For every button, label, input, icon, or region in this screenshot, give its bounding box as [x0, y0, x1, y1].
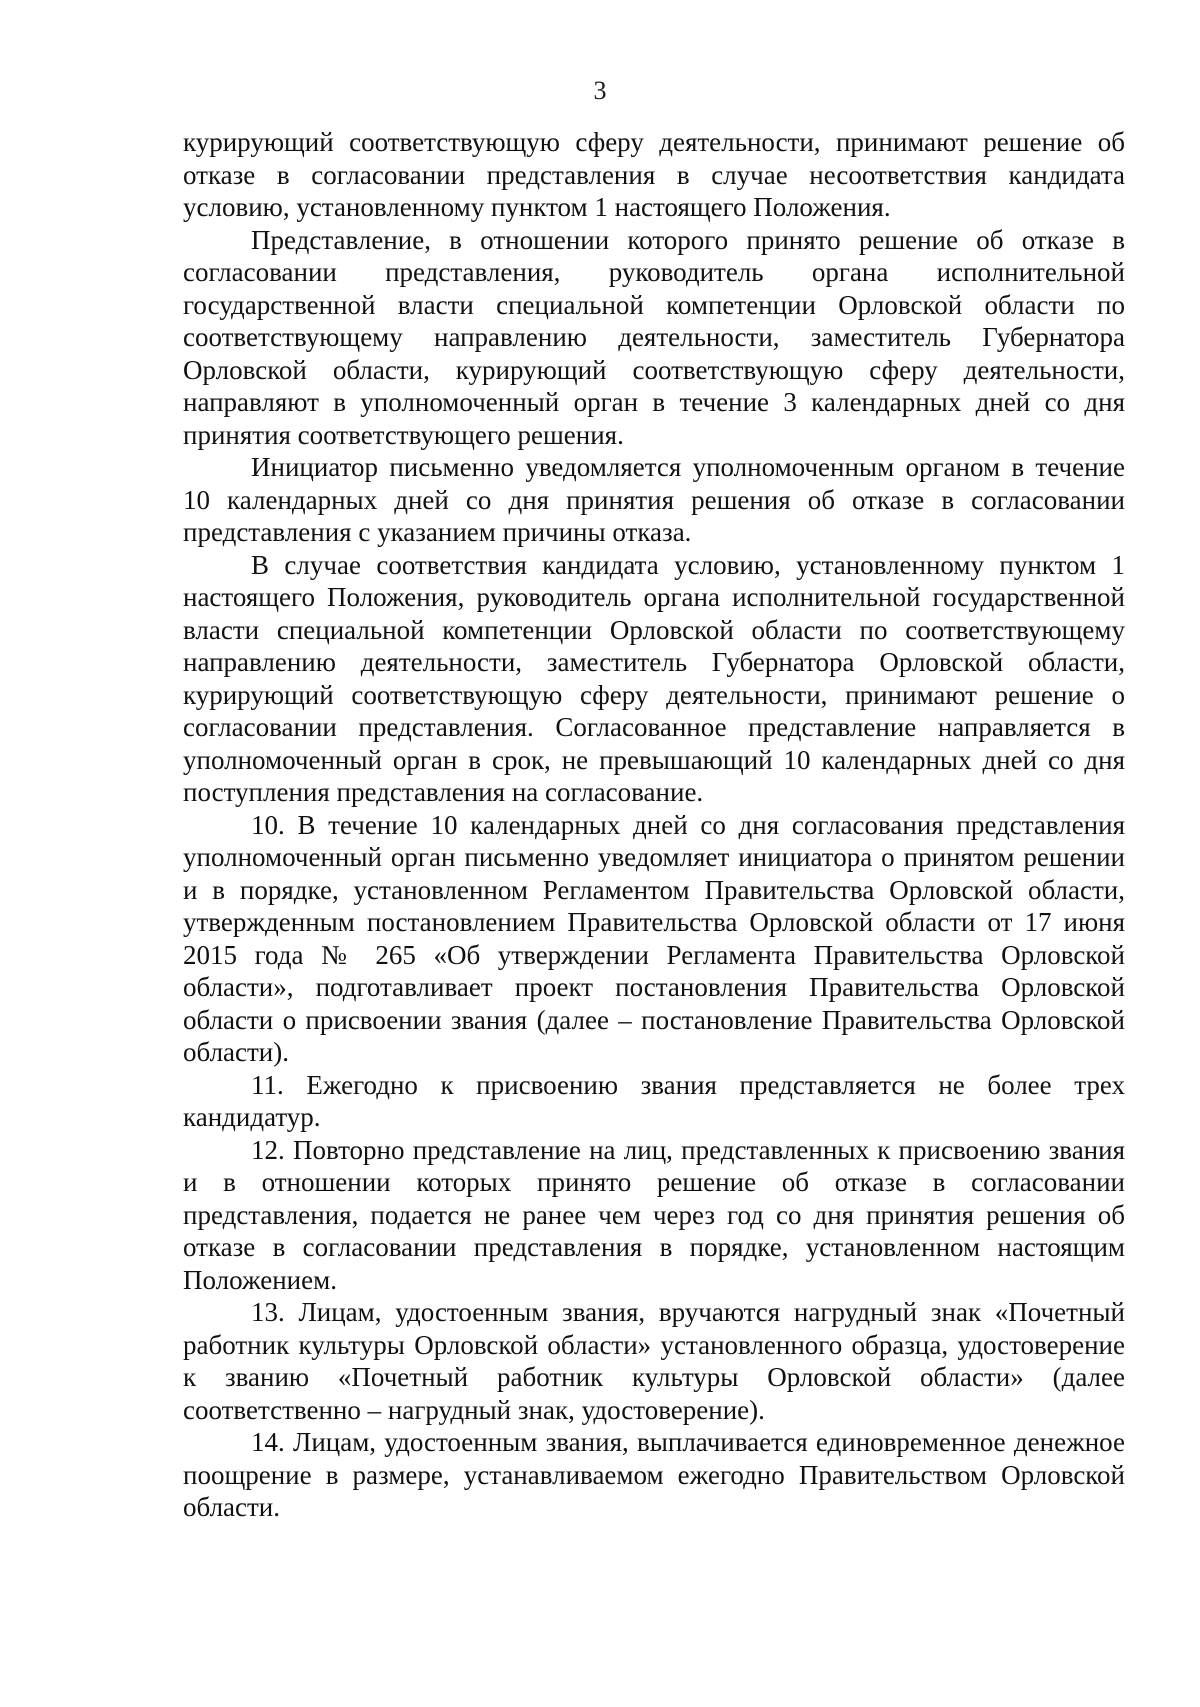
paragraph-initiator-notice: Инициатор письменно уведомляется уполномоченным органом в течение 10 календарных дней со дня принятия решения об отказе в согласовании представления с указанием причины отказа. — [183, 452, 1125, 547]
paragraph-item-13: 13. Лицам, удостоенным звания, вручаются нагрудный знак «Почетный работник культуры Орловской области» установленного образца, удостоверение к званию «Почетный работник культуры Орловской области» (далее соответственно – нагрудный знак, удостоверение). — [183, 1297, 1125, 1425]
paragraph-item-11: 11. Ежегодно к присвоению звания представляется не более трех кандидатур. — [183, 1069, 1125, 1132]
paragraph-continuation: курирующий соответствующую сферу деятельности, принимают решение об отказе в согласовании представления в случае несоответствия кандидата условию, установленному пунктом 1 настоящего Положения. — [183, 127, 1125, 222]
document-body — [183, 126, 1125, 1524]
paragraph-approval: В случае соответствия кандидата условию, установленному пунктом 1 настоящего Положения, руководитель органа исполнительной государственной власти специальной компетенции Орловской области по соответствующему направлению деятельности, заместитель Губернатора Орловской области, курирующий соответствующую сферу деятельности, принимают решение о согласовании представления. Согласованное представление направляется в уполномоченный орган в срок, не превышающий 10 календарных дней со дня поступления представления на согласование. — [183, 549, 1125, 807]
paragraph-item-14: 14. Лицам, удостоенным звания, выплачивается единовременное денежное поощрение в размере, устанавливаемом ежегодно Правительством Орловской области. — [183, 1427, 1125, 1522]
paragraph-refusal-submission: Представление, в отношении которого принято решение об отказе в согласовании представления, руководитель органа исполнительной государственной власти специальной компетенции Орловской области по соответствующему направлению деятельности, заместитель Губернатора Орловской области, курирующий соответствующую сферу деятельности, направляют в уполномоченный орган в течение 3 календарных дней со дня принятия соответствующего решения. — [183, 224, 1125, 450]
page-number: 3 — [593, 76, 607, 105]
paragraph-item-12: 12. Повторно представление на лиц, представленных к присвоению звания и в отношении которых принято решение об отказе в согласовании представления, подается не ранее чем через год со дня принятия решения об отказе в согласовании представления в порядке, установленном настоящим Положением. — [183, 1134, 1125, 1295]
paragraph-item-10: 10. В течение 10 календарных дней со дня согласования представления уполномоченный орган письменно уведомляет инициатора о принятом решении и в порядке, установленном Регламентом Правительства Орловской области, утвержденным постановлением Правительства Орловской области от 17 июня 2015 года № 265 «Об утверждении Регламента Правительства Орловской области», подготавливает проект постановления Правительства Орловской области о присвоении звания (далее – постановление Правительства Орловской области). — [183, 809, 1125, 1067]
